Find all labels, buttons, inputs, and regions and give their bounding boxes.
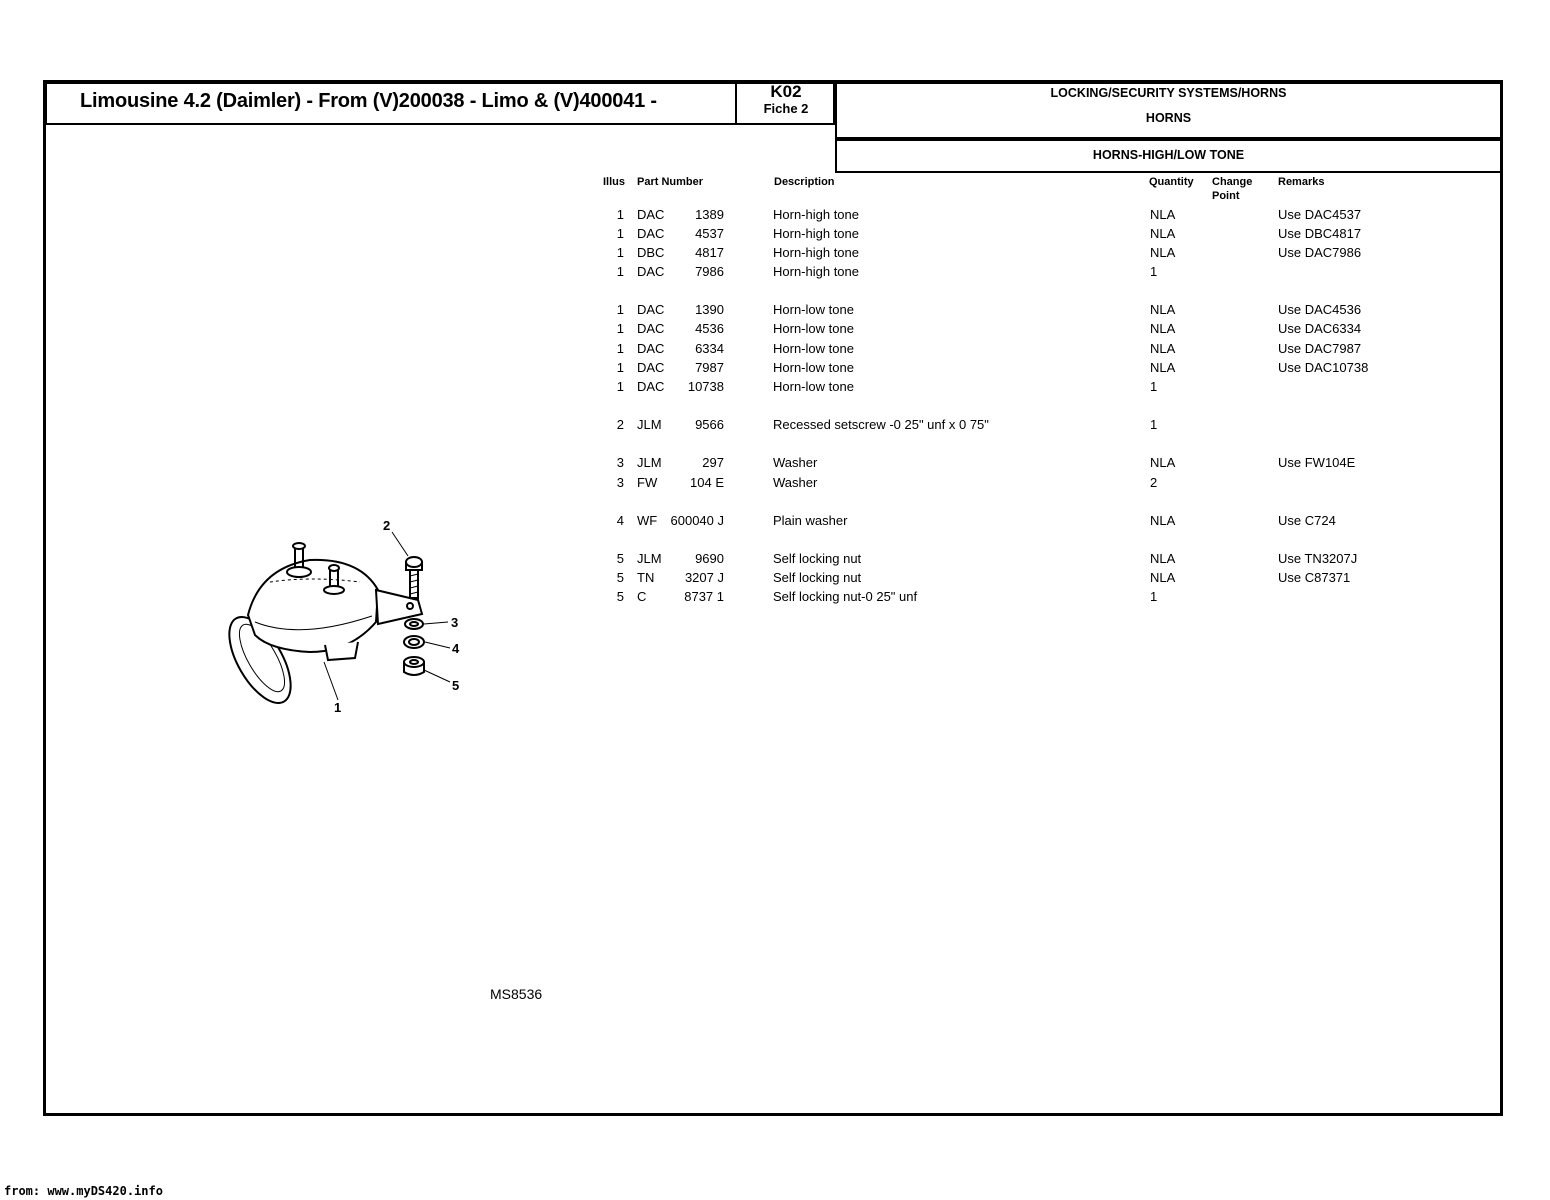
cell-quantity: NLA bbox=[1150, 570, 1176, 585]
col-change-point-2: Point bbox=[1212, 190, 1240, 202]
table-row bbox=[0, 302, 1550, 321]
cell-quantity: NLA bbox=[1150, 321, 1176, 336]
cell-illus: 5 bbox=[616, 551, 624, 566]
col-quantity: Quantity bbox=[1149, 176, 1194, 188]
cell-prefix: DAC bbox=[637, 321, 665, 336]
cell-number: 6334 bbox=[695, 341, 724, 356]
illustration-reference: MS8536 bbox=[490, 986, 543, 1002]
section-title: LOCKING/SECURITY SYSTEMS/HORNS bbox=[1050, 86, 1287, 100]
cell-prefix: DAC bbox=[637, 341, 665, 356]
cell-quantity: NLA bbox=[1150, 245, 1176, 260]
footer-source: from: www.myDS420.info bbox=[4, 1184, 163, 1198]
cell-prefix: DAC bbox=[637, 302, 665, 317]
table-row bbox=[0, 360, 1550, 379]
cell-prefix: C bbox=[637, 589, 647, 604]
cell-prefix: JLM bbox=[637, 455, 662, 470]
cell-description: Horn-low tone bbox=[773, 379, 854, 394]
cell-prefix: FW bbox=[637, 475, 658, 490]
cell-illus: 2 bbox=[616, 417, 624, 432]
cell-quantity: NLA bbox=[1150, 226, 1176, 241]
cell-illus: 5 bbox=[616, 589, 624, 604]
cell-number: 8737 1 bbox=[684, 589, 724, 604]
cell-illus: 5 bbox=[616, 570, 624, 585]
col-remarks: Remarks bbox=[1278, 176, 1325, 188]
cell-remarks: Use DBC4817 bbox=[1278, 226, 1362, 241]
cell-prefix: WF bbox=[637, 513, 658, 528]
cell-description: Horn-high tone bbox=[773, 245, 859, 260]
cell-quantity: NLA bbox=[1150, 455, 1176, 470]
cell-quantity: NLA bbox=[1150, 341, 1176, 356]
cell-quantity: 2 bbox=[1150, 475, 1158, 490]
cell-quantity: 1 bbox=[1150, 417, 1158, 432]
callout-1: 1 bbox=[334, 700, 342, 715]
col-part-number: Part Number bbox=[637, 176, 704, 188]
cell-number: 1389 bbox=[695, 207, 724, 222]
cell-number: 4537 bbox=[695, 226, 724, 241]
cell-description: Horn-high tone bbox=[773, 226, 859, 241]
cell-illus: 1 bbox=[616, 341, 624, 356]
cell-description: Horn-low tone bbox=[773, 341, 854, 356]
cell-description: Horn-high tone bbox=[773, 264, 859, 279]
cell-illus: 4 bbox=[616, 513, 624, 528]
table-row bbox=[0, 379, 1550, 398]
table-row bbox=[0, 207, 1550, 226]
cell-number: 1390 bbox=[695, 302, 724, 317]
cell-prefix: DAC bbox=[637, 207, 665, 222]
cell-description: Self locking nut-0 25" unf bbox=[773, 589, 918, 604]
col-description: Description bbox=[774, 176, 835, 188]
table-row bbox=[0, 475, 1550, 494]
cell-description: Self locking nut bbox=[773, 570, 862, 585]
table-row bbox=[0, 341, 1550, 360]
table-row bbox=[0, 417, 1550, 436]
table-row bbox=[0, 226, 1550, 245]
callout-3: 3 bbox=[451, 615, 459, 630]
callout-4: 4 bbox=[452, 641, 460, 656]
cell-number: 4817 bbox=[695, 245, 724, 260]
horn-assembly-illustration bbox=[217, 543, 424, 713]
table-row bbox=[0, 321, 1550, 340]
fiche-code: K02 bbox=[770, 82, 802, 101]
cell-description: Horn-low tone bbox=[773, 321, 854, 336]
cell-remarks: Use TN3207J bbox=[1278, 551, 1358, 566]
cell-prefix: JLM bbox=[637, 417, 662, 432]
cell-illus: 3 bbox=[616, 475, 624, 490]
cell-quantity: NLA bbox=[1150, 513, 1176, 528]
col-change-point: Change bbox=[1212, 176, 1253, 188]
cell-number: 9690 bbox=[695, 551, 724, 566]
cell-number: 297 bbox=[702, 455, 724, 470]
horn-diagram bbox=[200, 510, 480, 730]
cell-description: Horn-low tone bbox=[773, 360, 854, 375]
cell-quantity: 1 bbox=[1150, 589, 1158, 604]
callout-5: 5 bbox=[452, 678, 460, 693]
cell-quantity: NLA bbox=[1150, 551, 1176, 566]
cell-remarks: Use DAC4537 bbox=[1278, 207, 1362, 222]
cell-quantity: NLA bbox=[1150, 360, 1176, 375]
cell-prefix: DAC bbox=[637, 264, 665, 279]
cell-illus: 1 bbox=[616, 245, 624, 260]
cell-description: Washer bbox=[773, 475, 818, 490]
cell-remarks: Use DAC4536 bbox=[1278, 302, 1362, 317]
cell-prefix: DAC bbox=[637, 379, 665, 394]
cell-remarks: Use DAC10738 bbox=[1278, 360, 1369, 375]
cell-quantity: 1 bbox=[1150, 264, 1158, 279]
cell-prefix: DAC bbox=[637, 360, 665, 375]
cell-number: 104 E bbox=[690, 475, 724, 490]
cell-quantity: NLA bbox=[1150, 207, 1176, 222]
cell-illus: 3 bbox=[616, 455, 624, 470]
cell-number: 9566 bbox=[695, 417, 724, 432]
cell-description: Washer bbox=[773, 455, 818, 470]
cell-remarks: Use DAC7986 bbox=[1278, 245, 1362, 260]
cell-illus: 1 bbox=[616, 321, 624, 336]
cell-description: Horn-low tone bbox=[773, 302, 854, 317]
cell-prefix: TN bbox=[637, 570, 655, 585]
cell-illus: 1 bbox=[616, 379, 624, 394]
cell-quantity: 1 bbox=[1150, 379, 1158, 394]
cell-number: 7986 bbox=[695, 264, 724, 279]
cell-quantity: NLA bbox=[1150, 302, 1176, 317]
cell-description: Self locking nut bbox=[773, 551, 862, 566]
cell-number: 3207 J bbox=[684, 570, 724, 585]
cell-prefix: DAC bbox=[637, 226, 665, 241]
table-row bbox=[0, 245, 1550, 264]
cell-remarks: Use C87371 bbox=[1278, 570, 1351, 585]
cell-number: 10738 bbox=[687, 379, 724, 394]
cell-remarks: Use DAC6334 bbox=[1278, 321, 1362, 336]
subgroup-title: HORNS-HIGH/LOW TONE bbox=[1092, 148, 1245, 162]
cell-number: 4536 bbox=[695, 321, 724, 336]
group-title: HORNS bbox=[1145, 111, 1192, 125]
cell-remarks: Use FW104E bbox=[1278, 455, 1356, 470]
cell-illus: 1 bbox=[616, 302, 624, 317]
cell-remarks: Use DAC7987 bbox=[1278, 341, 1362, 356]
cell-description: Plain washer bbox=[773, 513, 848, 528]
cell-illus: 1 bbox=[616, 226, 624, 241]
cell-prefix: DBC bbox=[637, 245, 665, 260]
col-illus: Illus bbox=[603, 176, 626, 188]
cell-illus: 1 bbox=[616, 207, 624, 222]
cell-number: 600040 J bbox=[670, 513, 724, 528]
page-title: Limousine 4.2 (Daimler) - From (V)200038 - Limo & (V)400041 - bbox=[80, 90, 657, 112]
cell-remarks: Use C724 bbox=[1278, 513, 1336, 528]
cell-description: Horn-high tone bbox=[773, 207, 859, 222]
cell-illus: 1 bbox=[616, 264, 624, 279]
cell-number: 7987 bbox=[695, 360, 724, 375]
table-row bbox=[0, 455, 1550, 474]
fiche-label: Fiche 2 bbox=[763, 101, 809, 116]
cell-description: Recessed setscrew -0 25" unf x 0 75" bbox=[773, 417, 989, 432]
callout-2: 2 bbox=[383, 518, 391, 533]
cell-prefix: JLM bbox=[637, 551, 662, 566]
table-row bbox=[0, 264, 1550, 283]
cell-illus: 1 bbox=[616, 360, 624, 375]
